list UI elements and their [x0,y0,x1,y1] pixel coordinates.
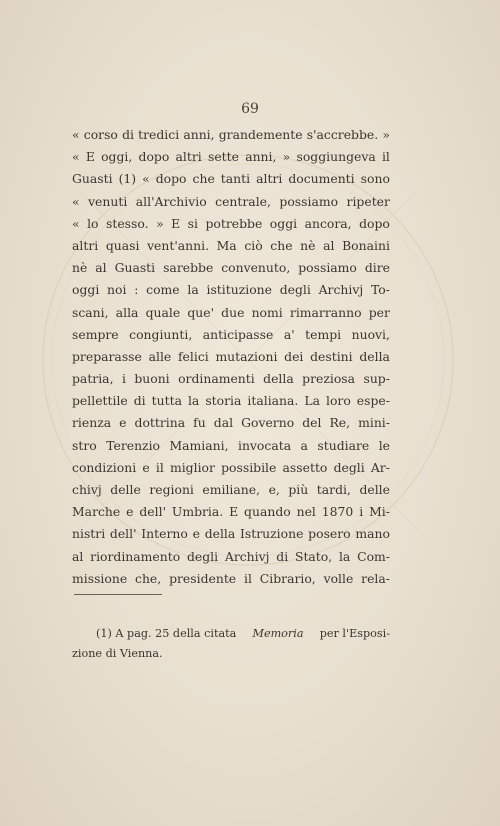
text-line: missione che, presidente il Cibrario, volle rela- [72,570,390,586]
footnote-title-italic: Memoria [252,627,304,640]
footnote [72,624,390,664]
text-line: pellettile di tutta la storia italiana. La loro espe- [72,393,390,409]
footnote-line-1 [72,624,390,644]
body-text [72,124,390,590]
footnote-line-2: zione di Vienna. [72,647,163,660]
text-line: rienza e dottrina fu dal Governo del Re, mini- [72,415,390,431]
footnote-text: (1) A pag. 25 della citata [96,627,237,640]
text-line: scani, alla quale que' due nomi rimarranno per [72,304,390,320]
text-line: « E oggi, dopo altri sette anni, » soggiungeva il [72,149,390,165]
text-line: altri quasi vent'anni. Ma ciò che nè al Bonaini [72,237,390,253]
text-line: Marche e dell' Umbria. E quando nel 1870 i Mi- [72,504,390,520]
text-line: Guasti (1) « dopo che tanti altri documenti sono [72,171,390,187]
text-line: al riordinamento degli Archivj di Stato, la Com- [72,548,390,564]
text-line: patria, i buoni ordinamenti della preziosa sup- [72,371,390,387]
text-line: « lo stesso. » E si potrebbe oggi ancora, dopo [72,215,390,231]
text-line: oggi noi : come la istituzione degli Archivj To- [72,282,390,298]
text-line: preparasse alle felici mutazioni dei destini della [72,348,390,364]
text-line: condizioni e il miglior possibile assetto degli Ar- [72,459,390,475]
footnote-divider [74,594,162,595]
text-line: nistri dell' Interno e della Istruzione posero mano [72,526,390,542]
text-line: nè al Guasti sarebbe convenuto, possiamo dire [72,260,390,276]
text-line: chivj delle regioni emiliane, e, più tardi, delle [72,482,390,497]
text-line: « corso di tredici anni, grandemente s'accrebbe. » [72,127,390,142]
text-line: stro Terenzio Mamiani, invocata a studiare le [72,437,390,453]
footnote-text: per l'Esposi- [319,627,390,640]
text-line: sempre congiunti, anticipasse a' tempi nuovi, [72,326,390,342]
page-number: 69 [241,101,259,117]
text-line: « venuti all'Archivio centrale, possiamo ripeter [72,193,390,209]
